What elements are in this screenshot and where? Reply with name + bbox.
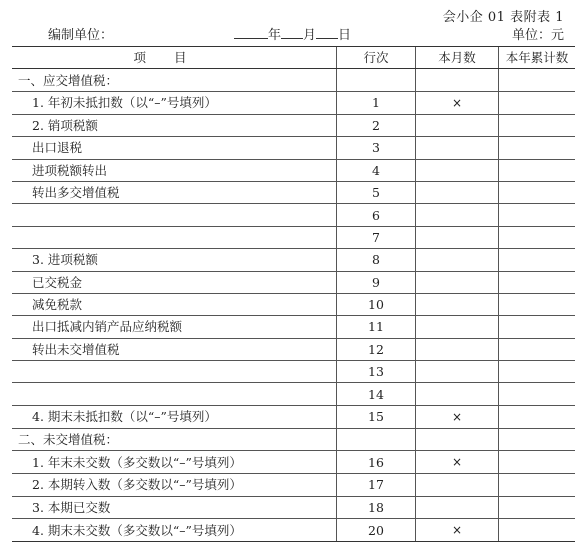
x-mark: ×	[451, 409, 463, 424]
year-label: 年	[268, 28, 282, 43]
table-row	[12, 249, 575, 271]
table-row	[12, 204, 575, 226]
row-item-label: 转出多交增值税	[12, 181, 337, 203]
vat-detail-table	[12, 46, 575, 542]
year-blank[interactable]	[234, 26, 268, 39]
row-item-label: 已交税金	[12, 271, 337, 293]
row-number: 5	[337, 181, 416, 203]
this-month-cell[interactable]	[416, 91, 499, 114]
report-date	[234, 24, 351, 43]
this-month-cell[interactable]	[416, 137, 499, 159]
ytd-cell[interactable]	[499, 338, 576, 360]
table-row	[12, 293, 575, 315]
col-header-this-month: 本月数	[416, 47, 499, 69]
col-header-item: 项目	[12, 47, 337, 69]
form-code: 会小企 01 表附表 1	[442, 10, 564, 25]
ytd-cell[interactable]	[499, 316, 576, 338]
row-number	[337, 69, 416, 91]
ytd-cell[interactable]	[499, 451, 576, 474]
row-item-label: 二、未交增值税：	[12, 428, 337, 450]
ytd-cell[interactable]	[499, 137, 576, 159]
row-number: 2	[337, 114, 416, 136]
row-number: 11	[337, 316, 416, 338]
this-month-cell[interactable]	[416, 204, 499, 226]
month-label: 月	[303, 28, 317, 43]
table-row	[12, 361, 575, 383]
row-item-label	[12, 226, 337, 248]
x-mark: ×	[451, 523, 463, 538]
this-month-cell[interactable]	[416, 181, 499, 203]
table-row	[12, 181, 575, 203]
ytd-cell[interactable]	[499, 293, 576, 315]
row-number	[337, 428, 416, 450]
ytd-cell[interactable]	[499, 181, 576, 203]
table-header-row	[12, 47, 575, 69]
row-item-label: 出口退税	[12, 137, 337, 159]
col-header-row-no: 行次	[337, 47, 416, 69]
table-row	[12, 159, 575, 181]
ytd-cell[interactable]	[499, 226, 576, 248]
this-month-cell[interactable]	[416, 316, 499, 338]
ytd-cell[interactable]	[499, 69, 576, 91]
table-body	[12, 69, 575, 542]
row-number: 18	[337, 496, 416, 518]
x-mark: ×	[451, 455, 463, 470]
row-number: 4	[337, 159, 416, 181]
row-number: 20	[337, 519, 416, 542]
this-month-cell[interactable]	[416, 474, 499, 496]
table-row	[12, 338, 575, 360]
ytd-cell[interactable]	[499, 474, 576, 496]
row-item-label: 4. 期末未抵扣数（以“–”号填列）	[12, 405, 337, 428]
row-item-label: 减免税款	[12, 293, 337, 315]
day-blank[interactable]	[316, 26, 338, 39]
row-item-label: 4. 期末未交数（多交数以“–”号填列）	[12, 519, 337, 542]
this-month-cell[interactable]	[416, 159, 499, 181]
this-month-cell[interactable]	[416, 69, 499, 91]
report-header	[0, 24, 578, 44]
ytd-cell[interactable]	[499, 159, 576, 181]
row-item-label: 2. 本期转入数（多交数以“–”号填列）	[12, 474, 337, 496]
table-row	[12, 496, 575, 518]
row-item-label: 3. 进项税额	[12, 249, 337, 271]
this-month-cell[interactable]	[416, 496, 499, 518]
month-blank[interactable]	[281, 26, 303, 39]
row-item-label: 3. 本期已交数	[12, 496, 337, 518]
this-month-cell[interactable]	[416, 428, 499, 450]
row-number: 1	[337, 91, 416, 114]
table-row	[12, 316, 575, 338]
ytd-cell[interactable]	[499, 204, 576, 226]
this-month-cell[interactable]	[416, 249, 499, 271]
row-number: 13	[337, 361, 416, 383]
row-item-label: 1. 年初未抵扣数（以“–”号填列）	[12, 91, 337, 114]
row-number: 15	[337, 405, 416, 428]
row-number: 3	[337, 137, 416, 159]
unit-label: 单位：元	[511, 28, 564, 43]
row-item-label	[12, 204, 337, 226]
ytd-cell[interactable]	[499, 249, 576, 271]
table-row	[12, 69, 575, 91]
row-item-label: 1. 年末未交数（多交数以“–”号填列）	[12, 451, 337, 474]
this-month-cell[interactable]	[416, 271, 499, 293]
ytd-cell[interactable]	[499, 519, 576, 542]
table-row	[12, 405, 575, 428]
table-row	[12, 451, 575, 474]
row-item-label: 出口抵减内销产品应纳税额	[12, 316, 337, 338]
table-row	[12, 271, 575, 293]
ytd-cell[interactable]	[499, 405, 576, 428]
table-row	[12, 91, 575, 114]
table-row	[12, 226, 575, 248]
ytd-cell[interactable]	[499, 428, 576, 450]
table-row	[12, 137, 575, 159]
table-row	[12, 383, 575, 405]
table-row	[12, 114, 575, 136]
ytd-cell[interactable]	[499, 361, 576, 383]
row-number: 10	[337, 293, 416, 315]
row-item-label	[12, 361, 337, 383]
row-number: 12	[337, 338, 416, 360]
ytd-cell[interactable]	[499, 496, 576, 518]
row-number: 14	[337, 383, 416, 405]
row-item-label: 转出未交增值税	[12, 338, 337, 360]
this-month-cell[interactable]	[416, 405, 499, 428]
ytd-cell[interactable]	[499, 91, 576, 114]
row-number: 17	[337, 474, 416, 496]
this-month-cell[interactable]	[416, 338, 499, 360]
row-number: 9	[337, 271, 416, 293]
row-item-label: 一、应交增值税：	[12, 69, 337, 91]
x-mark: ×	[451, 95, 463, 110]
row-number: 6	[337, 204, 416, 226]
this-month-cell[interactable]	[416, 361, 499, 383]
this-month-cell[interactable]	[416, 451, 499, 474]
col-header-ytd: 本年累计数	[499, 47, 576, 69]
row-number: 8	[337, 249, 416, 271]
this-month-cell[interactable]	[416, 114, 499, 136]
ytd-cell[interactable]	[499, 383, 576, 405]
org-label: 编制单位：	[48, 28, 114, 43]
table-row	[12, 428, 575, 450]
table-row	[12, 519, 575, 542]
row-number: 7	[337, 226, 416, 248]
table-row	[12, 474, 575, 496]
row-item-label: 进项税额转出	[12, 159, 337, 181]
ytd-cell[interactable]	[499, 271, 576, 293]
this-month-cell[interactable]	[416, 383, 499, 405]
row-item-label: 2. 销项税额	[12, 114, 337, 136]
this-month-cell[interactable]	[416, 519, 499, 542]
row-item-label	[12, 383, 337, 405]
row-number: 16	[337, 451, 416, 474]
day-label: 日	[338, 28, 352, 43]
this-month-cell[interactable]	[416, 226, 499, 248]
this-month-cell[interactable]	[416, 293, 499, 315]
ytd-cell[interactable]	[499, 114, 576, 136]
